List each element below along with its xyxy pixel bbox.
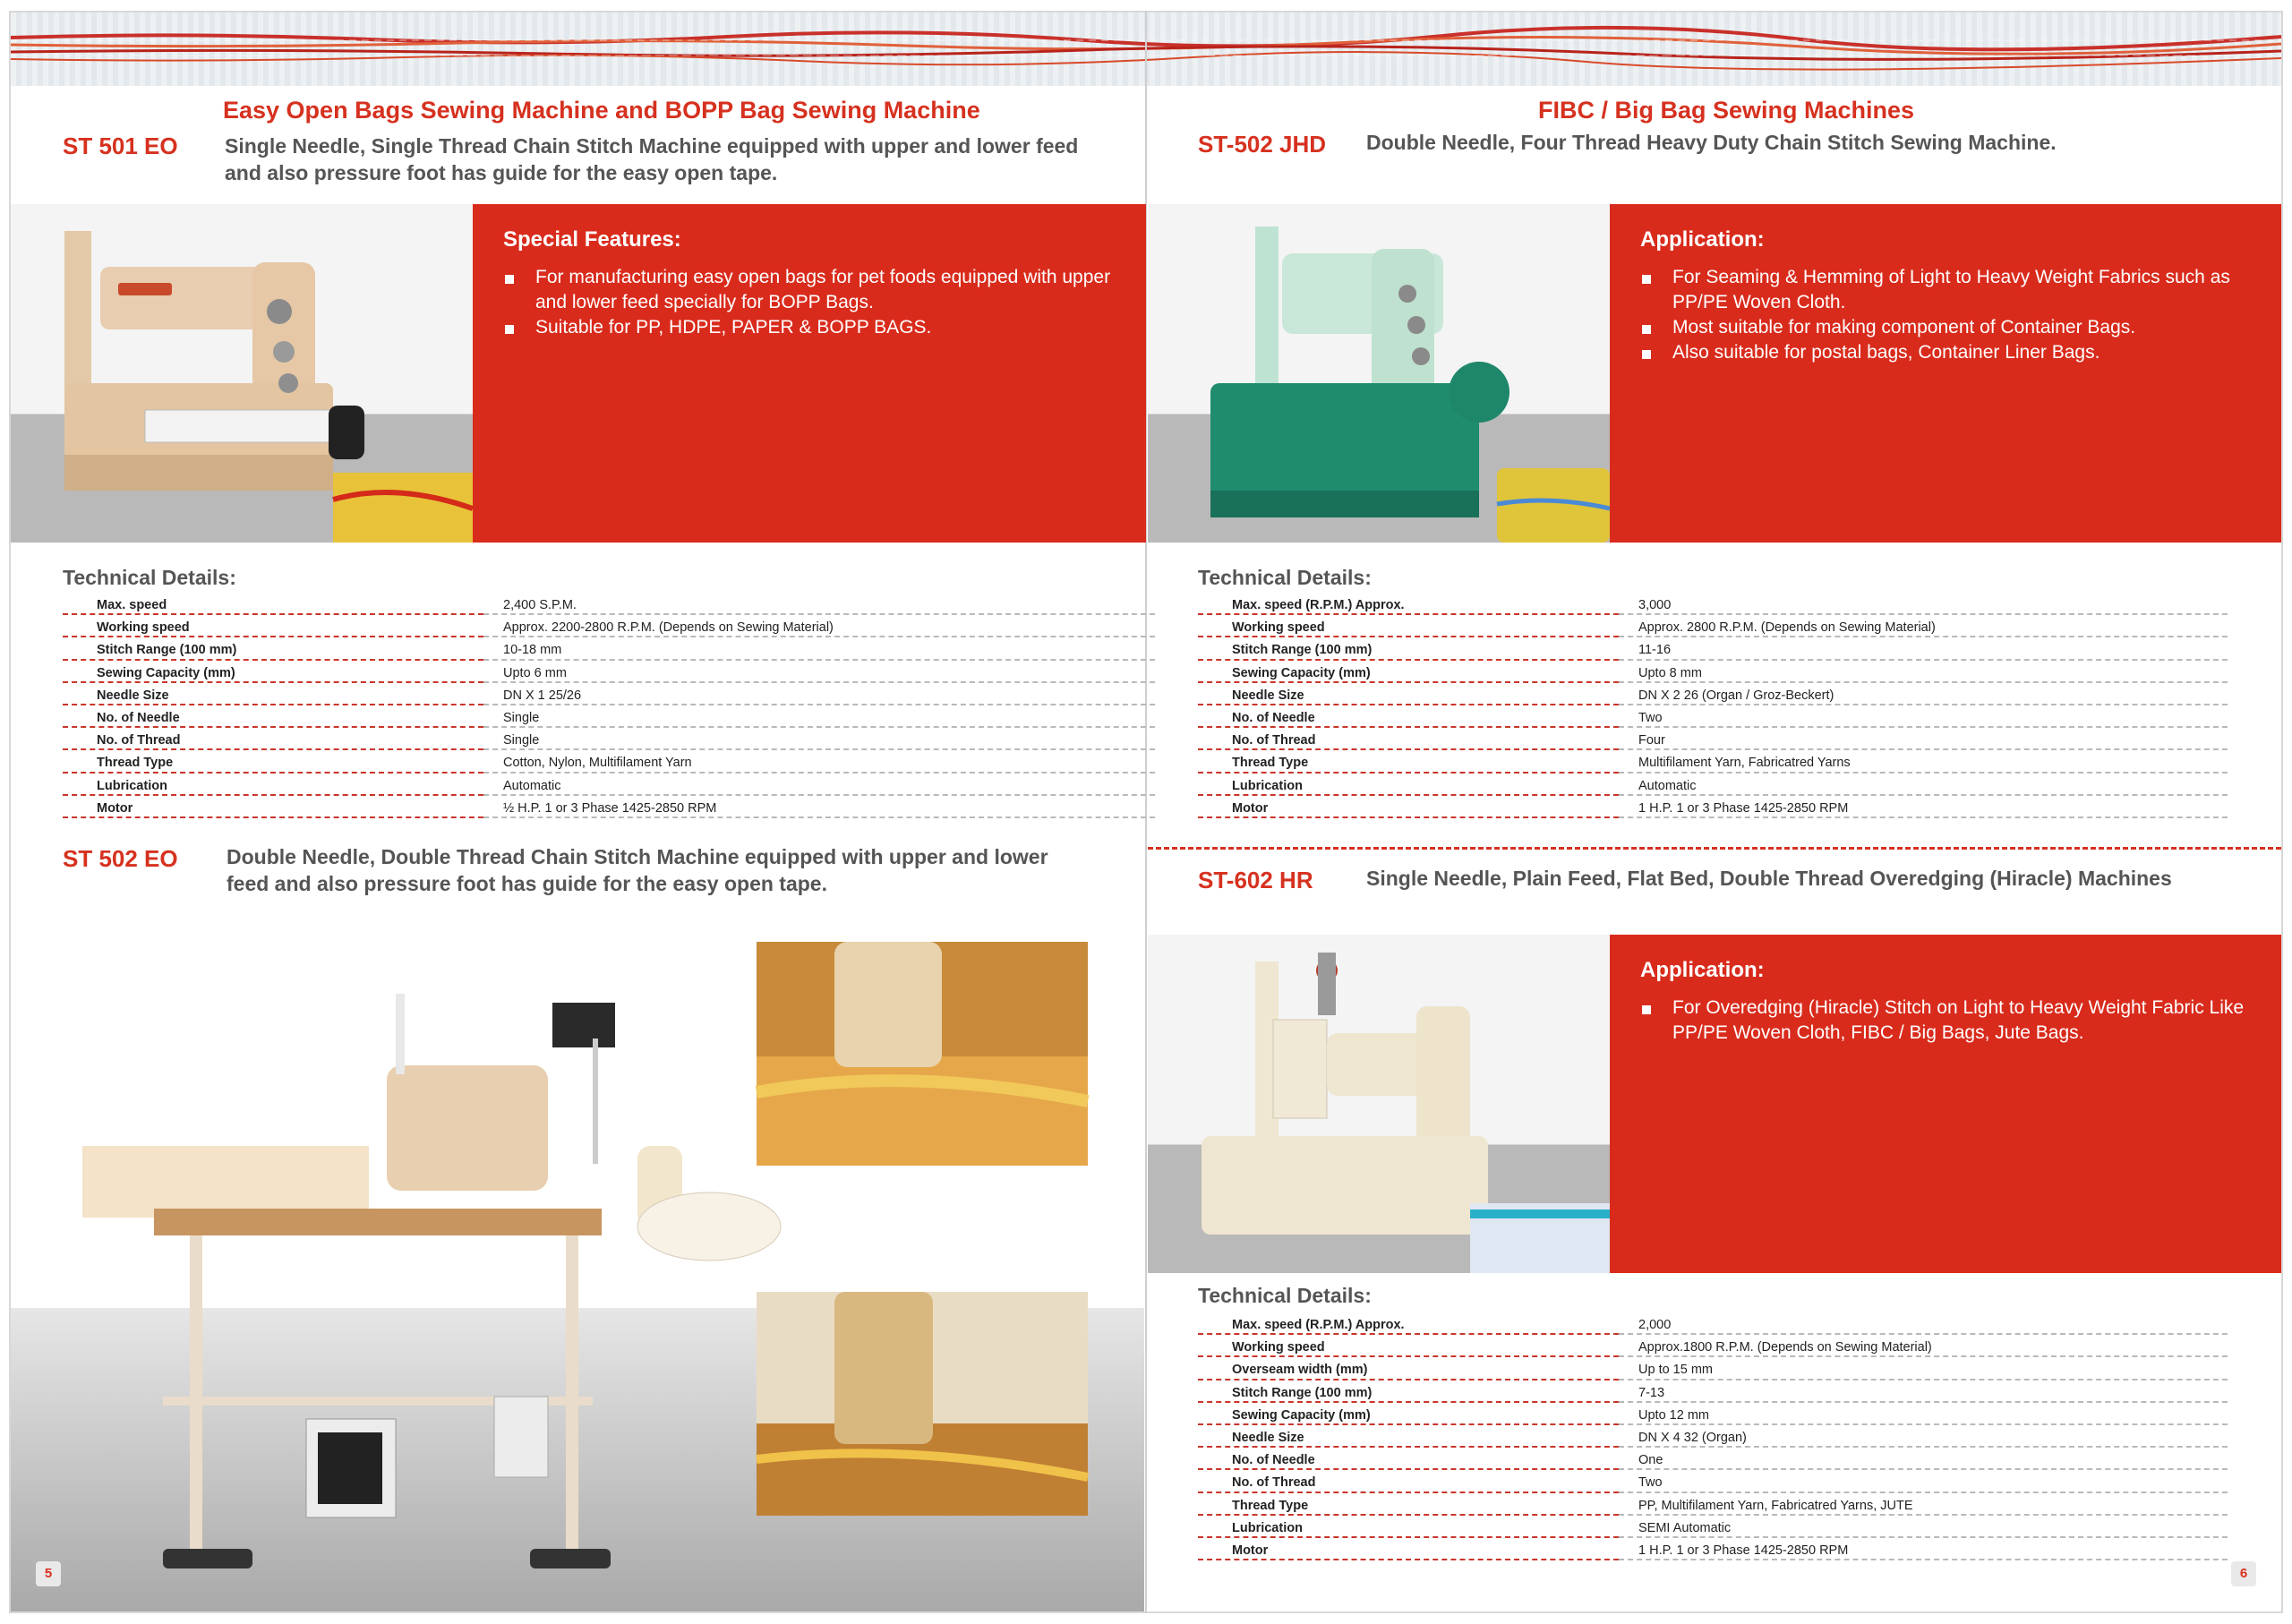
spec-value: Upto 6 mm xyxy=(503,665,567,680)
spec-row xyxy=(63,615,1092,637)
right-section-title: FIBC / Big Bag Sewing Machines xyxy=(1538,97,1915,124)
spec-label: No. of Thread xyxy=(97,733,181,748)
spec-value: 10-18 mm xyxy=(503,643,562,658)
spec-label: No. of Thread xyxy=(1232,733,1316,748)
spec-row xyxy=(63,661,1092,683)
sewing-machine-icon xyxy=(1148,935,1610,1273)
spec-value: 7-13 xyxy=(1638,1385,1665,1400)
spec-label: Max. speed (R.P.M.) Approx. xyxy=(1232,598,1405,612)
st-502-jhd-spec-table xyxy=(1198,593,2228,818)
spec-label: Thread Type xyxy=(1232,756,1309,771)
application-item: For Seaming & Hemming of Light to Heavy Weight Fabrics such as PP/PE Woven Cloth. xyxy=(1640,265,2249,315)
spec-row xyxy=(63,705,1092,728)
spec-row xyxy=(1198,1516,2228,1538)
spec-row xyxy=(63,796,1092,818)
st-501-eo-photo xyxy=(11,204,473,543)
spec-label: Needle Size xyxy=(1232,1430,1304,1445)
spec-row xyxy=(1198,1538,2228,1560)
feature-item: For manufacturing easy open bags for pet foods equipped with upper and lower feed specially for BOPP Bags. xyxy=(503,265,1112,315)
application-heading: Application: xyxy=(1640,227,1765,252)
spec-row xyxy=(1198,750,2228,773)
spec-row xyxy=(63,750,1092,773)
spec-label: Sewing Capacity (mm) xyxy=(97,665,235,680)
spec-value: DN X 1 25/26 xyxy=(503,688,582,703)
spec-label: Motor xyxy=(97,800,133,816)
special-features-list xyxy=(503,265,1112,340)
spec-label: Lubrication xyxy=(97,778,167,793)
spec-row xyxy=(63,728,1092,750)
model-st-502-jhd: ST-502 JHD xyxy=(1198,131,1327,158)
spec-label: Thread Type xyxy=(97,756,174,771)
spec-row xyxy=(1198,1335,2228,1357)
st-502-jhd-tech-title: Technical Details: xyxy=(1198,566,1372,589)
spec-row xyxy=(1198,661,2228,683)
spec-value: Cotton, Nylon, Multifilament Yarn xyxy=(503,756,692,771)
spec-label: Stitch Range (100 mm) xyxy=(1232,1385,1373,1400)
application-heading: Application: xyxy=(1640,958,1765,982)
spec-label: Sewing Capacity (mm) xyxy=(1232,1407,1371,1423)
spec-value: Two xyxy=(1638,710,1663,725)
application-item: Also suitable for postal bags, Container Liner Bags. xyxy=(1640,340,2249,365)
spec-row xyxy=(63,683,1092,705)
st-602-hr-spec-table xyxy=(1198,1312,2228,1560)
spec-label: No. of Needle xyxy=(1232,1453,1315,1468)
spec-label: Max. speed xyxy=(97,598,167,612)
spec-value: 1 H.P. 1 or 3 Phase 1425-2850 RPM xyxy=(1638,800,1849,816)
spec-value: One xyxy=(1638,1453,1663,1468)
spec-value: Approx. 2200-2800 R.P.M. (Depends on Sewing Material) xyxy=(503,620,834,636)
spec-row xyxy=(1198,1312,2228,1335)
spec-row xyxy=(1198,1470,2228,1492)
spec-label: Motor xyxy=(1232,1543,1269,1558)
spec-row xyxy=(1198,1425,2228,1448)
st-602-hr-hero xyxy=(1148,935,2281,1273)
spec-row xyxy=(1198,637,2228,660)
st-502-eo-photo-area xyxy=(11,922,1144,1611)
st-502-jhd-application-panel xyxy=(1610,204,2281,543)
model-st-602-hr: ST-602 HR xyxy=(1198,867,1313,893)
sewing-machine-icon xyxy=(11,204,473,543)
spec-value: Upto 12 mm xyxy=(1638,1407,1709,1423)
spec-label: Lubrication xyxy=(1232,1520,1303,1535)
spec-label: Motor xyxy=(1232,800,1269,816)
spec-label: No. of Thread xyxy=(1232,1475,1316,1491)
spec-row xyxy=(63,774,1092,796)
st-501-eo-features-panel xyxy=(473,204,1146,543)
spec-label: Stitch Range (100 mm) xyxy=(97,643,237,658)
spec-label: Needle Size xyxy=(1232,688,1304,703)
st-502-jhd-photo xyxy=(1148,204,1610,543)
spec-row xyxy=(1198,1357,2228,1380)
spec-row xyxy=(63,637,1092,660)
st-501-eo-hero xyxy=(11,204,1146,543)
model-st-602-hr-description: Single Needle, Plain Feed, Flat Bed, Double Thread Overedging (Hiracle) Machines xyxy=(1366,867,2172,890)
spec-label: Overseam width (mm) xyxy=(1232,1363,1368,1378)
spec-value: Approx. 2800 R.P.M. (Depends on Sewing Material) xyxy=(1638,620,1936,636)
spec-label: Working speed xyxy=(1232,1340,1325,1355)
special-features-heading: Special Features: xyxy=(503,227,681,252)
left-section-title: Easy Open Bags Sewing Machine and BOPP Bag Sewing Machine xyxy=(223,97,980,124)
spec-label: Lubrication xyxy=(1232,778,1303,793)
model-st-502-eo: ST 502 EO xyxy=(63,845,178,872)
spec-label: Working speed xyxy=(97,620,190,636)
spec-value: Four xyxy=(1638,733,1665,748)
spec-value: PP, Multifilament Yarn, Fabricatred Yarns, JUTE xyxy=(1638,1498,1913,1513)
spec-row xyxy=(1198,705,2228,728)
st-602-hr-application-panel xyxy=(1610,935,2281,1273)
st-501-eo-spec-table xyxy=(63,593,1092,818)
spec-row xyxy=(1198,615,2228,637)
st-602-hr-photo xyxy=(1148,935,1610,1273)
spec-label: Max. speed (R.P.M.) Approx. xyxy=(1232,1318,1405,1332)
spec-row xyxy=(63,593,1092,615)
sewing-machine-icon xyxy=(1148,204,1610,543)
spec-label: No. of Needle xyxy=(1232,710,1315,725)
spec-row xyxy=(1198,593,2228,615)
model-st-501-eo-description: Single Needle, Single Thread Chain Stitch Machine equipped with upper and lower feed and also pressure foot has guide for the easy open tape. xyxy=(225,134,1079,184)
spec-value: Single xyxy=(503,710,540,725)
model-st-501-eo: ST 501 EO xyxy=(63,132,178,159)
feature-item: Suitable for PP, HDPE, PAPER & BOPP BAGS. xyxy=(503,315,1112,340)
spec-row xyxy=(1198,1493,2228,1516)
spec-row xyxy=(1198,774,2228,796)
spec-value: Automatic xyxy=(503,778,561,793)
spec-label: Needle Size xyxy=(97,688,169,703)
application-list xyxy=(1640,265,2249,365)
spec-row xyxy=(1198,796,2228,818)
spec-row xyxy=(1198,1380,2228,1403)
spec-value: Multifilament Yarn, Fabricatred Yarns xyxy=(1638,756,1851,771)
st-602-hr-tech-title: Technical Details: xyxy=(1198,1284,1372,1307)
spec-value: 3,000 xyxy=(1638,598,1672,612)
spec-value: Upto 8 mm xyxy=(1638,665,1702,680)
spec-value: DN X 4 32 (Organ) xyxy=(1638,1430,1747,1445)
application-item: For Overedging (Hiracle) Stitch on Light to Heavy Weight Fabric Like PP/PE Woven Cloth, FIBC / Big Bags, Jute Bags. xyxy=(1640,996,2249,1046)
st-502-jhd-hero xyxy=(1148,204,2281,543)
spec-value: Automatic xyxy=(1638,778,1697,793)
section-divider xyxy=(1148,847,2281,850)
spec-row xyxy=(1198,1448,2228,1470)
spec-value: SEMI Automatic xyxy=(1638,1520,1732,1535)
model-st-502-jhd-description: Double Needle, Four Thread Heavy Duty Chain Stitch Sewing Machine. xyxy=(1366,131,2057,154)
spec-value: Two xyxy=(1638,1475,1663,1491)
application-list xyxy=(1640,996,2249,1046)
spec-value: Up to 15 mm xyxy=(1638,1363,1713,1378)
spec-value: 2,000 xyxy=(1638,1318,1672,1332)
model-st-502-eo-description: Double Needle, Double Thread Chain Stitch Machine equipped with upper and lower feed and also pressure foot has guide for the easy open tape. xyxy=(227,845,1048,895)
spec-value: DN X 2 26 (Organ / Groz-Beckert) xyxy=(1638,688,1834,703)
sewing-table-illustration xyxy=(11,922,1144,1611)
spec-row xyxy=(1198,728,2228,750)
spec-label: No. of Needle xyxy=(97,710,180,725)
spec-label: Stitch Range (100 mm) xyxy=(1232,643,1373,658)
spec-label: Working speed xyxy=(1232,620,1325,636)
page-number-left: 5 xyxy=(36,1561,61,1586)
spec-value: 11-16 xyxy=(1638,643,1672,658)
spec-row xyxy=(1198,1403,2228,1425)
spec-label: Thread Type xyxy=(1232,1498,1309,1513)
spec-value: 1 H.P. 1 or 3 Phase 1425-2850 RPM xyxy=(1638,1543,1849,1558)
application-item: Most suitable for making component of Container Bags. xyxy=(1640,315,2249,340)
spec-value: Single xyxy=(503,733,540,748)
spec-value: Approx.1800 R.P.M. (Depends on Sewing Material) xyxy=(1638,1340,1932,1355)
st-501-eo-tech-title: Technical Details: xyxy=(63,566,236,589)
spec-label: Sewing Capacity (mm) xyxy=(1232,665,1371,680)
spec-value: ½ H.P. 1 or 3 Phase 1425-2850 RPM xyxy=(503,800,717,816)
spec-row xyxy=(1198,683,2228,705)
page-number-right: 6 xyxy=(2231,1561,2256,1586)
spec-value: 2,400 S.P.M. xyxy=(503,598,577,612)
